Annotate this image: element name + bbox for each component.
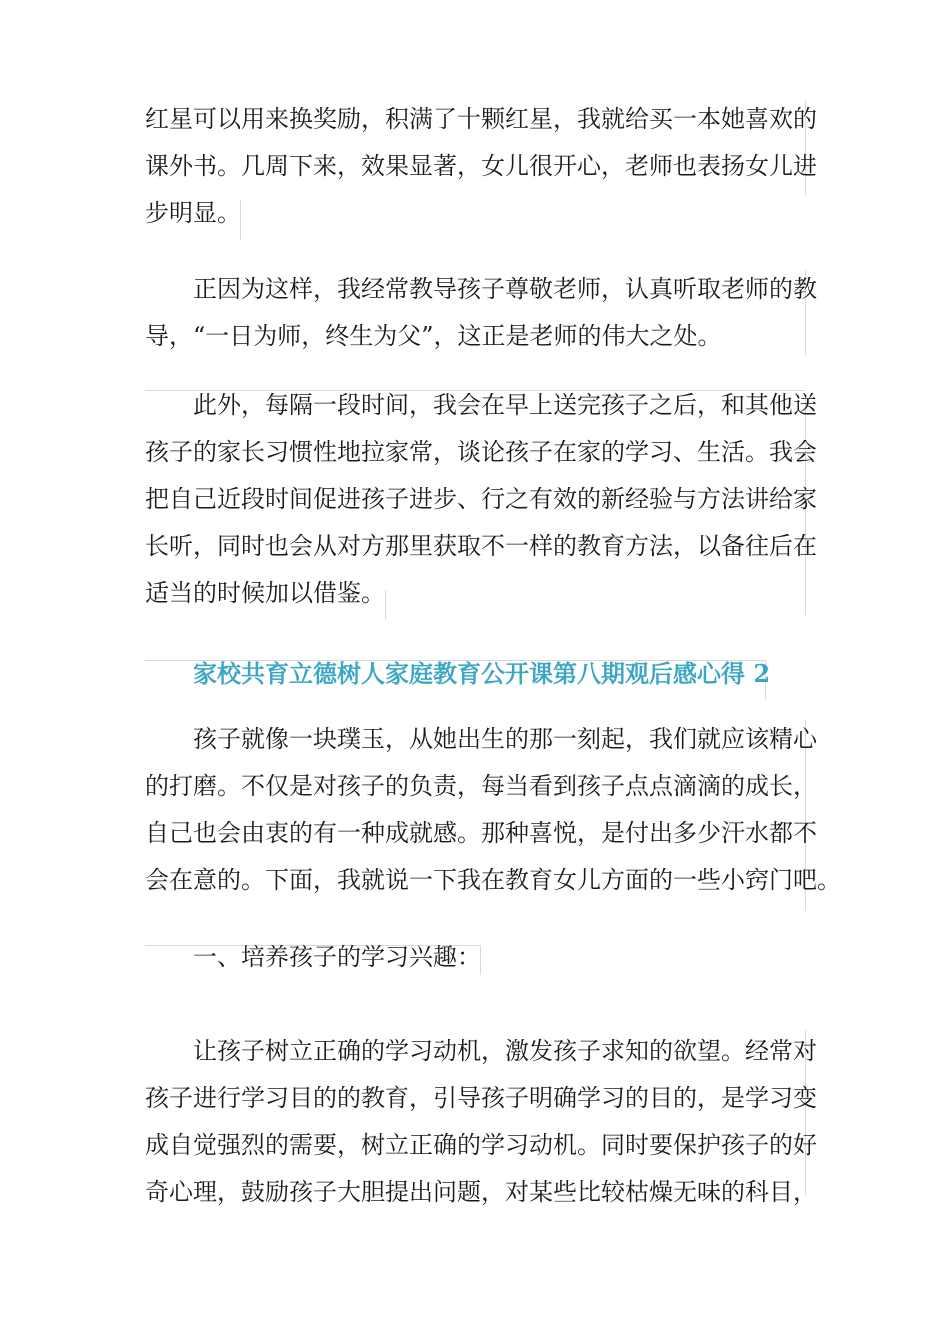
text-line: 步明显。: [145, 199, 241, 227]
text-line: 此外，每隔一段时间，我会在早上送完孩子之后，和其他送: [193, 391, 817, 419]
text-line: 会在意的。下面，我就说一下我在教育女儿方面的一些小窍门吧。: [145, 866, 841, 894]
text-line: 把自己近段时间促进孩子进步、行之有效的新经验与方法讲给家: [145, 485, 817, 513]
text-line: 孩子的家长习惯性地拉家常，谈论孩子在家的学习、生活。我会: [145, 438, 817, 466]
text-line: 长听，同时也会从对方那里获取不一样的教育方法，以备往后在: [145, 532, 817, 560]
paragraph-2: [145, 266, 817, 360]
paragraph-4: [145, 716, 841, 904]
text-line: 奇心理，鼓励孩子大胆提出问题，对某些比较枯燥无味的科目，: [145, 1178, 817, 1206]
text-line: 让孩子树立正确的学习动机，激发孩子求知的欲望。经常对: [193, 1037, 817, 1065]
text-line: 一、培养孩子的学习兴趣：: [193, 943, 481, 971]
text-line: 自己也会由衷的有一种成就感。那种喜悦，是付出多少汗水都不: [145, 819, 817, 847]
text-line: 孩子进行学习目的的教育，引导孩子明确学习的目的，是学习变: [145, 1084, 817, 1112]
paragraph-3: [145, 382, 817, 617]
paragraph-6: [145, 1028, 817, 1216]
text-line: 的打磨。不仅是对孩子的负责，每当看到孩子点点滴滴的成长，: [145, 772, 817, 800]
text-line: 成自觉强烈的需要，树立正确的学习动机。同时要保护孩子的好: [145, 1131, 817, 1159]
text-line: 红星可以用来换奖励，积满了十颗红星，我就给买一本她喜欢的: [145, 105, 817, 133]
text-line: 适当的时候加以借鉴。: [145, 579, 385, 607]
text-line: 导，“一日为师，终生为父”，这正是老师的伟大之处。: [145, 322, 722, 350]
paragraph-1: [145, 96, 817, 237]
section-heading: 家校共育立德树人家庭教育公开课第八期观后感心得 2: [193, 659, 771, 688]
text-line: 课外书。几周下来，效果显著，女儿很开心，老师也表扬女儿进: [145, 152, 817, 180]
text-line: 孩子就像一块璞玉，从她出生的那一刻起，我们就应该精心: [193, 725, 817, 753]
paragraph-5: [145, 934, 810, 981]
text-line: 正因为这样，我经常教导孩子尊敬老师，认真听取老师的教: [193, 275, 817, 303]
